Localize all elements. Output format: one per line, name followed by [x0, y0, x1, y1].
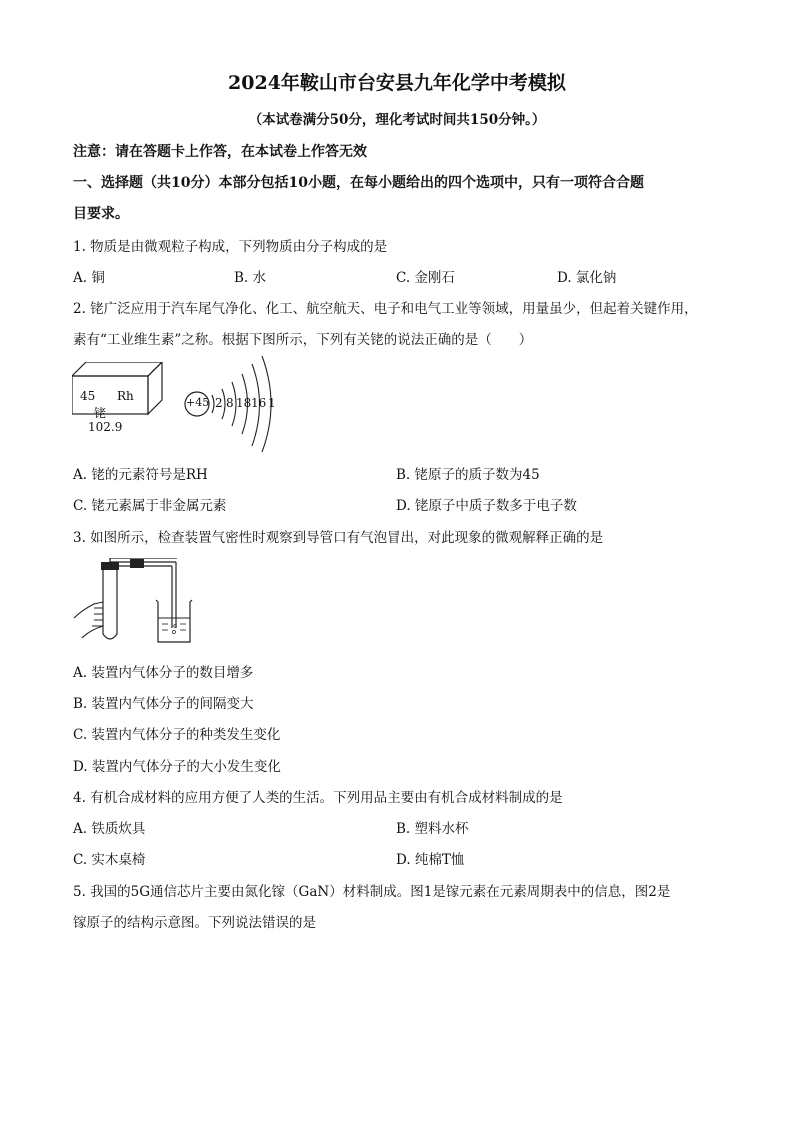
q4-option-a: A. 铁质炊具 — [73, 821, 146, 837]
shell-5: 1 — [268, 396, 276, 410]
q4-option-c: C. 实木桌椅 — [73, 852, 146, 868]
element-symbol: Rh — [117, 389, 134, 403]
q2-option-d: D. 铑原子中质子数多于电子数 — [396, 498, 577, 514]
q3-stem: 3. 如图所示，检查装置气密性时观察到导管口有气泡冒出，对此现象的微观解释正确的是 — [73, 530, 604, 546]
q1-option-d: D. 氯化钠 — [557, 270, 617, 286]
q2-stem-line2: 素有“工业维生素”之称。根据下图所示，下列有关铑的说法正确的是（ ） — [73, 332, 533, 348]
q3-option-c: C. 装置内气体分子的种类发生变化 — [73, 727, 281, 743]
nucleus-charge: +45 — [186, 396, 210, 409]
q4-option-b: B. 塑料水杯 — [396, 821, 469, 837]
section-heading-line1: 一、选择题（共10分）本部分包括10小题，在每小题给出的四个选项中，只有一项符合合题 — [73, 175, 644, 191]
q4-stem: 4. 有机合成材料的应用方便了人类的生活。下列用品主要由有机合成材料制成的是 — [73, 790, 563, 806]
q1-option-b: B. 水 — [234, 270, 267, 286]
element-name: 铑 — [94, 406, 107, 420]
shell-2: 8 — [226, 396, 234, 410]
section-heading-line2: 目要求。 — [73, 206, 129, 222]
q2-option-a: A. 铑的元素符号是RH — [73, 467, 208, 483]
q2-option-c: C. 铑元素属于非金属元素 — [73, 498, 227, 514]
q4-option-d: D. 纯棉T恤 — [396, 852, 465, 868]
q2-option-b: B. 铑原子的质子数为45 — [396, 467, 540, 483]
q5-stem-line1: 5. 我国的5G通信芯片主要由氮化镓（GaN）材料制成。图1是镓元素在元素周期表中的信息，图2是 — [73, 884, 671, 900]
q1-option-a: A. 铜 — [73, 270, 105, 286]
q2-stem-line1: 2. 铑广泛应用于汽车尾气净化、化工、航空航天、电子和电气工业等领域，用量虽少，但起着关键作用， — [73, 301, 698, 317]
exam-title: 2024年鞍山市台安县九年化学中考模拟 — [228, 72, 566, 94]
shell-4: 16 — [251, 396, 267, 410]
q1-stem: 1. 物质是由微观粒子构成，下列物质由分子构成的是 — [73, 239, 388, 255]
shell-1: 2 — [215, 396, 223, 410]
q3-option-a: A. 装置内气体分子的数目增多 — [73, 665, 254, 681]
q1-option-c: C. 金刚石 — [396, 270, 455, 286]
shell-3: 18 — [236, 396, 252, 410]
notice: 注意：请在答题卡上作答，在本试卷上作答无效 — [73, 144, 367, 160]
airtightness-apparatus-figure — [72, 558, 198, 648]
q3-option-b: B. 装置内气体分子的间隔变大 — [73, 696, 254, 712]
element-mass: 102.9 — [88, 420, 123, 434]
exam-subtitle: （本试卷满分50分，理化考试时间共150分钟。） — [248, 112, 546, 128]
element-number: 45 — [80, 389, 96, 403]
q5-stem-line2: 镓原子的结构示意图。下列说法错误的是 — [73, 915, 316, 931]
q3-option-d: D. 装置内气体分子的大小发生变化 — [73, 759, 281, 775]
